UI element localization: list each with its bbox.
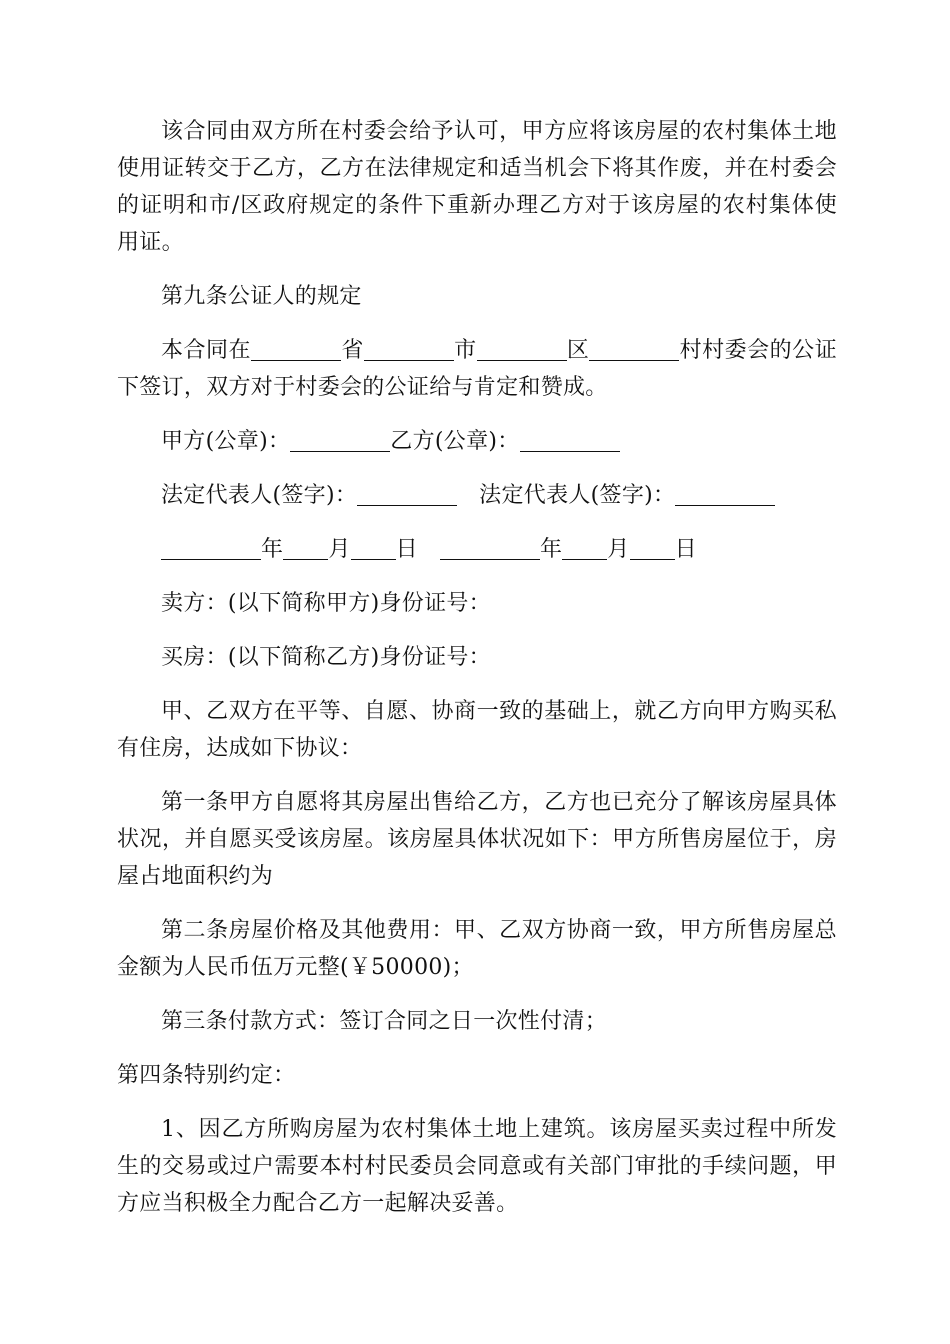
party-a-rep-label: 法定代表人(签字)： — [161, 483, 358, 508]
date-a-day-label: 日 — [395, 537, 418, 562]
date-b-year-label: 年 — [539, 537, 563, 562]
article-2: 第二条房屋价格及其他费用：甲、乙双方协商一致，甲方所售房屋总金额为人民币伍万元整(￥50000)； — [117, 918, 837, 980]
signature-line — [117, 477, 837, 514]
seller-id-line: 卖方：(以下简称甲方)身份证号： — [161, 591, 491, 616]
date-a-month-blank — [283, 537, 328, 560]
district-blank — [477, 338, 567, 361]
date-a-year-label: 年 — [261, 537, 284, 562]
date-b-month-label: 月 — [607, 537, 630, 562]
article-9-heading: 第九条公证人的规定 — [161, 284, 362, 309]
date-a-month-label: 月 — [328, 537, 351, 562]
date-line — [117, 531, 837, 568]
notary-text-a: 本合同在 — [161, 338, 252, 363]
party-b-rep-blank — [675, 483, 775, 506]
party-a-seal-blank — [290, 429, 390, 452]
notary-text-d: 区 — [566, 338, 590, 363]
city-blank — [364, 338, 454, 361]
seal-line — [117, 423, 837, 460]
party-a-seal-label: 甲方(公章)： — [161, 429, 291, 454]
date-a-year-blank — [161, 537, 261, 560]
party-a-rep-blank — [357, 483, 457, 506]
date-b-year-blank — [440, 537, 540, 560]
village-blank — [589, 338, 679, 361]
notary-text-b: 省 — [341, 338, 364, 363]
party-b-seal-blank — [520, 429, 620, 452]
paragraph-village-certificate: 该合同由双方所在村委会给予认可，甲方应将该房屋的农村集体土地使用证转交于乙方，乙方在法律规定和适当机会下将其作废，并在村委会的证明和市/区政府规定的条件下重新办理乙方对于该房屋的农村集体使用证。 — [117, 119, 837, 255]
article-4-clause-1: 1、因乙方所购房屋为农村集体土地上建筑。该房屋买卖过程中所发生的交易或过户需要本村村民委员会同意或有关部门审批的手续问题，甲方应当积极全力配合乙方一起解决妥善。 — [117, 1117, 837, 1216]
article-4-heading: 第四条特别约定： — [117, 1063, 296, 1088]
party-b-rep-label: 法定代表人(签字)： — [479, 483, 676, 508]
date-b-day-label: 日 — [674, 537, 697, 562]
notary-text-c: 市 — [453, 338, 477, 363]
province-blank — [251, 338, 341, 361]
notary-text-e: 村村委会的公证下签订，双方对于村委会的公证给与肯定和赞成。 — [117, 338, 837, 400]
document-page — [117, 113, 837, 1222]
date-b-month-blank — [562, 537, 607, 560]
party-b-seal-label: 乙方(公章)： — [390, 429, 520, 454]
date-a-day-blank — [351, 537, 396, 560]
article-3: 第三条付款方式：签订合同之日一次性付清； — [161, 1009, 608, 1034]
date-b-day-blank — [630, 537, 675, 560]
buyer-id-line: 买房：(以下简称乙方)身份证号： — [161, 645, 491, 670]
article-1: 第一条甲方自愿将其房屋出售给乙方，乙方也已充分了解该房屋具体状况，并自愿买受该房屋。该房屋具体状况如下：甲方所售房屋位于，房屋占地面积约为 — [117, 790, 837, 889]
agreement-preamble: 甲、乙双方在平等、自愿、协商一致的基础上，就乙方向甲方购买私有住房，达成如下协议： — [117, 699, 837, 761]
paragraph-notary — [117, 332, 837, 406]
